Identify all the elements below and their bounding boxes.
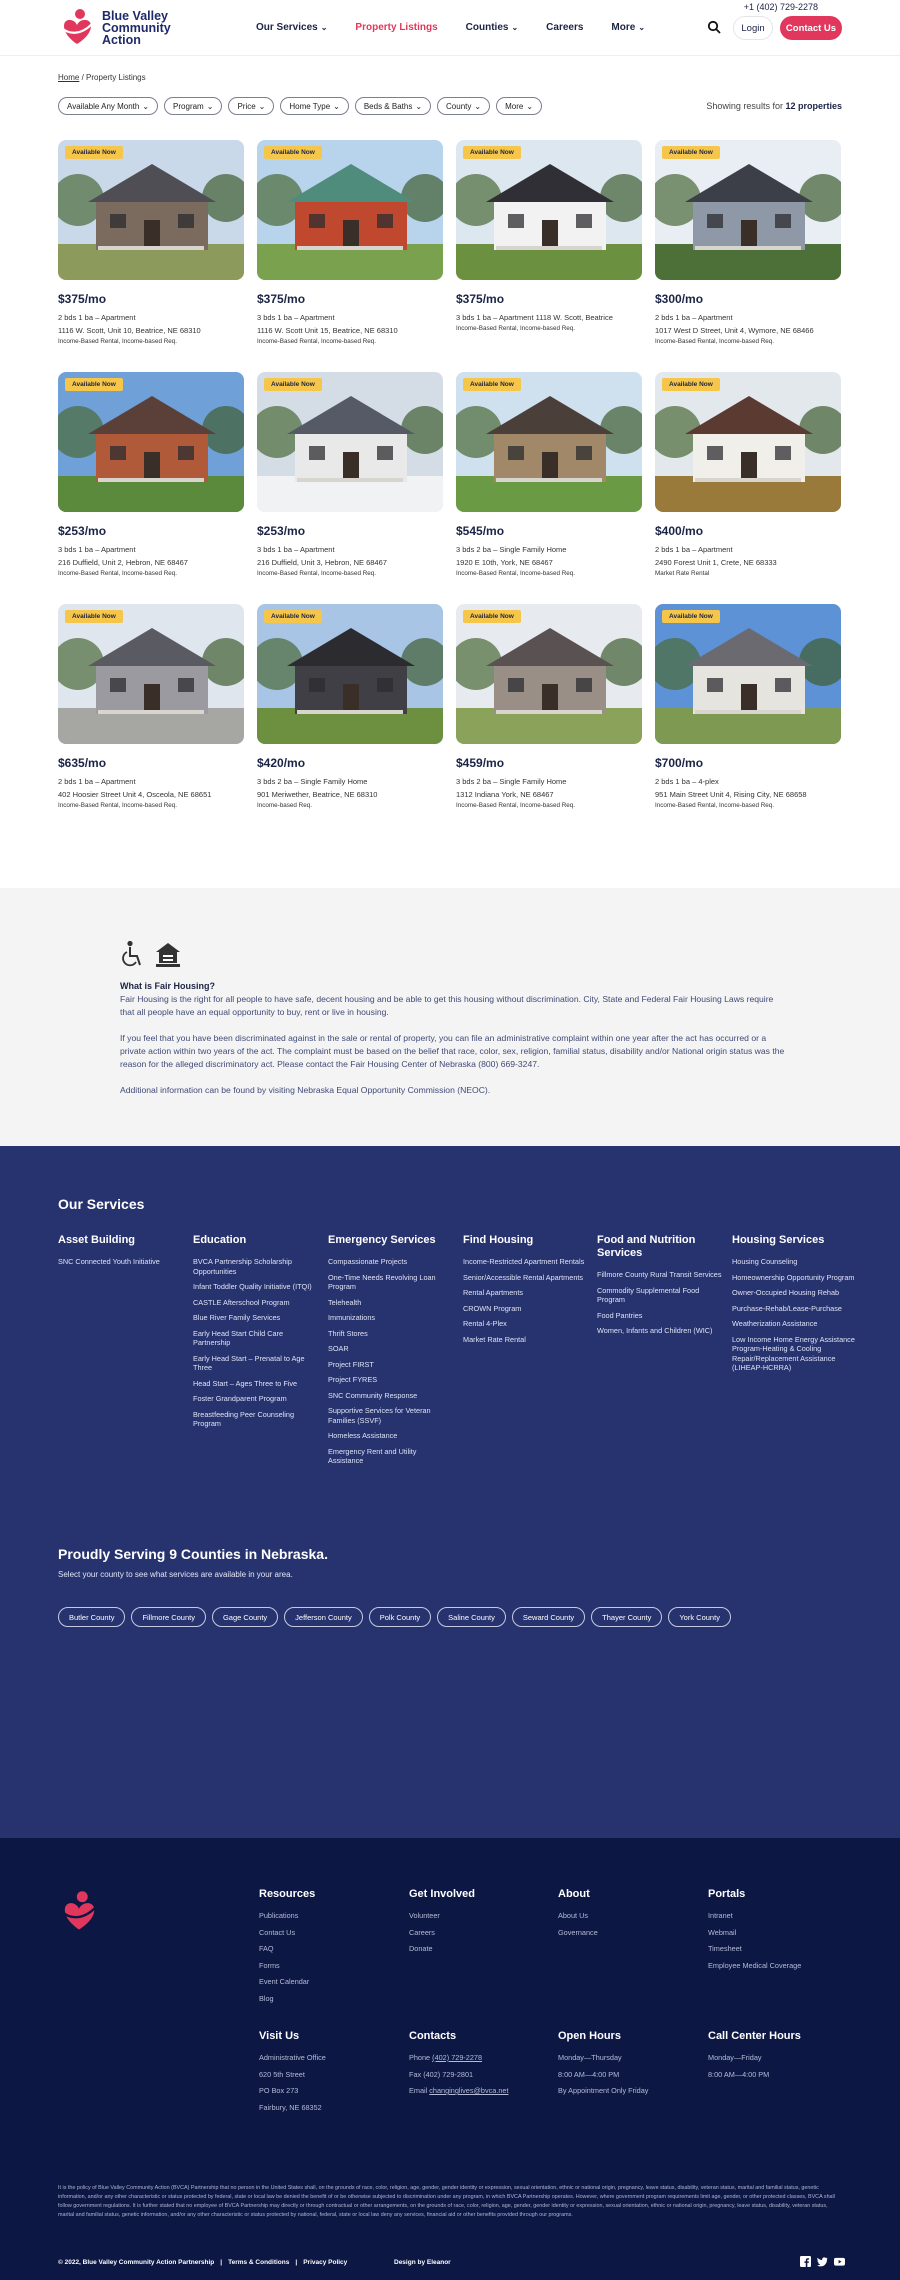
county-button[interactable]: York County [668,1607,731,1627]
property-photo[interactable] [655,604,841,744]
nav-careers[interactable]: Careers [546,22,584,33]
service-link[interactable]: Rental 4-Plex [463,1319,507,1328]
footer-column [259,1888,399,2010]
copyright: © 2022, Blue Valley Community Action Partnership [58,2259,215,2266]
service-link[interactable]: Supportive Services for Veteran Families (SSVF) [328,1406,431,1425]
site-logo[interactable] [58,6,171,50]
footer-column [708,1888,848,1977]
property-photo-house-icon [257,140,443,280]
nav-more[interactable]: More ⌄ [611,22,646,33]
filter-price[interactable]: Price ⌄ [228,97,274,115]
available-now-badge: Available Now [662,610,720,623]
service-link[interactable]: Infant Toddler Quality Initiative (ITQI) [193,1282,312,1291]
property-photo[interactable] [257,604,443,744]
services-section [0,1146,900,1838]
footer-column-title: Portals [708,1888,746,1900]
footer-link[interactable]: Publications [259,1911,299,1920]
property-photo-house-icon [257,604,443,744]
property-program-tags: Income-Based Rental, Income-based Req. [655,802,775,809]
footer-link[interactable]: Donate [409,1944,433,1953]
property-details: 2 bds 1 ba – Apartment [655,313,733,322]
county-button[interactable]: Seward County [512,1607,585,1627]
property-price: $300/mo [655,292,704,306]
property-program-tags: Income-Based Rental, Income-based Req. [58,570,178,577]
service-column [193,1234,318,1435]
services-heading: Our Services [58,1196,145,1212]
nav-our-services[interactable]: Our Services ⌄ [256,22,328,33]
design-credit[interactable]: Design by Eleanor [394,2259,451,2266]
property-address: 402 Hoosier Street Unit 4, Osceola, NE 68651 [58,790,212,799]
property-meta [58,775,244,801]
property-address: 901 Meriwether, Beatrice, NE 68310 [257,790,378,799]
youtube-icon[interactable] [834,2256,845,2267]
chevron-down-icon: ⌄ [142,101,150,111]
property-meta [58,311,244,337]
filter-available-month[interactable]: Available Any Month ⌄ [58,97,158,115]
property-card[interactable] [257,604,443,836]
service-column-title[interactable]: Asset Building [58,1234,136,1246]
property-photo[interactable] [456,372,642,512]
property-meta [456,311,642,324]
county-button[interactable]: Fillmore County [131,1607,206,1627]
property-card[interactable] [58,140,244,372]
service-link[interactable]: Senior/Accessible Rental Apartments [463,1272,584,1282]
site-header [0,0,900,56]
property-details: 2 bds 1 ba – Apartment [58,313,136,322]
service-link[interactable]: Rental Apartments [463,1288,524,1297]
wheelchair-accessibility-icon [120,940,144,970]
available-now-badge: Available Now [264,378,322,391]
footer-email-link[interactable]: changinglives@bvca.net [429,2086,509,2095]
filter-home-type[interactable]: Home Type ⌄ [280,97,348,115]
service-link[interactable]: SNC Community Response [328,1390,418,1400]
property-photo-house-icon [456,140,642,280]
fair-housing-paragraph-2: If you feel that you have been discriminated against in the sale or rental of property, you can file an administrative complaint within one year after the act has occurred or a private action within two years of the act. The complaint must be based on the belief that race, color, sex, religion, familial status, disability and/or National origin status was the reason for the alleged discriminatory act. Please contact the Fair Housing Center of Nebraska (800) 669-3247. [120,1033,785,1069]
property-address: 216 Duffield, Unit 2, Hebron, NE 68467 [58,558,188,567]
property-photo-house-icon [655,604,841,744]
property-price: $253/mo [257,524,306,538]
property-photo-house-icon [655,372,841,512]
service-link[interactable]: Owner-Occupied Housing Rehab [732,1288,840,1297]
county-button[interactable]: Thayer County [591,1607,662,1627]
chevron-down-icon: ⌄ [320,23,328,32]
property-meta [58,543,244,569]
service-column [328,1234,453,1472]
chevron-down-icon: ⌄ [258,101,266,111]
available-now-badge: Available Now [65,610,123,623]
service-link[interactable]: Fillmore County Rural Transit Services [597,1270,722,1279]
property-meta [655,775,841,801]
service-link[interactable]: CROWN Program [463,1303,522,1313]
privacy-link[interactable]: Privacy Policy [303,2259,348,2266]
service-link[interactable]: Head Start – Ages Three to Five [193,1378,298,1388]
search-icon[interactable] [707,20,721,34]
footer-column-title: Get Involved [409,1888,476,1900]
filter-more[interactable]: More ⌄ [496,97,542,115]
breadcrumb-separator: / [81,73,84,82]
property-photo[interactable] [257,140,443,280]
footer-legal-text: It is the policy of Blue Valley Community Action (BVCA) Partnership that no person in the United States shall, on the grounds of race, color, religion, age, gender, gender identity or expression, sexual orientation, ethnic or national origin, pregnancy, leave status, disability, veteran status, marital and familial status, genetic information, and/or any other characteristic or status protected by federal, state or local law be denied the benefit of or be otherwise subjected to discrimination under any program, in which BVCA Partnership operates. However, where government program requirements limit age, gender, or other protected classes, BVCA shall follow government regulations. It is further stated that no employee of BVCA Partnership may directly or through contractual or other arrangements, on the grounds of race, color, religion, age, gender, gender identity or expression, sexual orientation, ethnic or national origin, pregnancy, leave status, disability, veteran status, marital and familial status, genetic information, and/or any other characteristic or status protected by national, federal, state or local law deny any services, financial aid or other benefits provided through our programs. [58,2185,835,2218]
property-program-tags: Income-Based Rental, Income-based Req. [456,325,576,332]
service-link[interactable]: Blue River Family Services [193,1313,281,1322]
property-address: 2490 Forest Unit 1, Crete, NE 68333 [655,558,777,567]
equal-housing-opportunity-icon [154,940,182,968]
available-now-badge: Available Now [662,146,720,159]
footer-visit-us: Visit Us Administrative Office 620 5th Street PO Box 273 Fairbury, NE 68352 [259,2030,326,2112]
footer-logo-icon[interactable] [58,1888,100,1936]
property-card[interactable] [456,140,642,372]
contact-us-button[interactable]: Contact Us [780,16,842,40]
service-link[interactable]: One-Time Needs Revolving Loan Program [328,1272,436,1291]
fair-housing-section [0,888,900,1146]
property-meta [456,775,642,801]
property-price: $375/mo [456,292,505,306]
service-link[interactable]: SOAR [328,1344,349,1353]
available-now-badge: Available Now [662,378,720,391]
property-price: $420/mo [257,756,306,770]
service-link[interactable]: Purchase-Rehab/Lease-Purchase [732,1303,842,1313]
property-address: 1017 West D Street, Unit 4, Wymore, NE 68466 [655,326,814,335]
footer-link[interactable]: Employee Medical Coverage [708,1960,802,1970]
service-link[interactable]: Commodity Supplemental Food Program [597,1285,700,1304]
property-card[interactable] [655,372,841,604]
property-details: 3 bds 1 ba – Apartment [257,545,335,554]
footer-link[interactable]: Volunteer [409,1911,440,1920]
property-price: $545/mo [456,524,505,538]
property-meta [655,543,841,569]
filter-beds-baths[interactable]: Beds & Baths ⌄ [355,97,431,115]
service-column-title[interactable]: Food and Nutrition Services [597,1234,696,1259]
nav-counties[interactable]: Counties ⌄ [465,22,519,33]
service-link[interactable]: Emergency Rent and Utility Assistance [328,1446,417,1465]
property-photo-house-icon [456,372,642,512]
property-card[interactable] [655,140,841,372]
fair-housing-title: What is Fair Housing? [120,981,216,991]
filter-program[interactable]: Program ⌄ [164,97,222,115]
property-program-tags: Income-Based Rental, Income-based Req. [257,570,377,577]
footer-phone-link[interactable]: (402) 729-2278 [432,2053,483,2062]
property-photo[interactable] [655,372,841,512]
login-button[interactable]: Login [733,16,773,40]
property-card[interactable] [58,372,244,604]
service-link[interactable]: Food Pantries [597,1310,643,1320]
property-program-tags: Income-Based Rental, Income-based Req. [456,802,576,809]
chevron-down-icon: ⌄ [638,23,646,32]
property-photo[interactable] [58,140,244,280]
footer-link[interactable]: Event Calendar [259,1977,310,1986]
service-link[interactable]: Low Income Home Energy Assistance Program-Heating & Cooling Repair/Replacement Assistance (LIHEAP-HCRRA) [732,1334,855,1372]
filter-bar [58,97,542,115]
footer-bottom-links: © 2022, Blue Valley Community Action Partnership | Terms & Conditions | Privacy Policy [58,2259,348,2266]
property-details: 3 bds 1 ba – Apartment [257,313,335,322]
property-photo[interactable] [655,140,841,280]
service-link[interactable]: Compassionate Projects [328,1257,408,1266]
service-link[interactable]: CASTLE Afterschool Program [193,1297,290,1307]
facebook-icon[interactable] [800,2256,811,2267]
serving-counties-title: Proudly Serving 9 Counties in Nebraska. [58,1546,328,1562]
site-footer [0,1838,900,2280]
service-column-title[interactable]: Housing Services [732,1234,825,1246]
property-meta [655,311,841,337]
breadcrumb-current: Property Listings [86,73,146,82]
county-button[interactable]: Jefferson County [284,1607,363,1627]
service-link[interactable]: Telehealth [328,1297,362,1307]
county-button[interactable]: Saline County [437,1607,506,1627]
service-link[interactable]: Thrift Stores [328,1328,368,1338]
footer-link[interactable]: Webmail [708,1927,737,1937]
property-details: 3 bds 1 ba – Apartment [58,545,136,554]
service-link[interactable]: Foster Grandparent Program [193,1394,287,1403]
available-now-badge: Available Now [463,146,521,159]
footer-contacts: Contacts Phone (402) 729-2278 Fax (402) 729-2801 Email changinglives@bvca.net [409,2030,509,2095]
footer-open-hours: Open Hours Monday—Thursday 8:00 AM—4:00 PM By Appointment Only Friday [558,2030,649,2095]
service-link[interactable]: Breastfeeding Peer Counseling Program [193,1409,295,1428]
property-photo[interactable] [257,372,443,512]
chevron-down-icon: ⌄ [333,101,340,111]
footer-link[interactable]: Blog [259,1993,274,2003]
property-price: $375/mo [257,292,306,306]
available-now-badge: Available Now [65,146,123,159]
property-program-tags: Income-based Req. [257,802,312,809]
property-meta [456,543,642,569]
service-column-title[interactable]: Education [193,1234,247,1246]
property-details: 2 bds 1 ba – Apartment [655,545,733,554]
property-card[interactable] [456,604,642,836]
property-address: 951 Main Street Unit 4, Rising City, NE 68658 [655,790,807,799]
available-now-badge: Available Now [463,610,521,623]
twitter-icon[interactable] [817,2256,828,2267]
footer-link[interactable]: Timesheet [708,1944,742,1953]
service-link[interactable]: Homeownership Opportunity Program [732,1272,855,1282]
property-photo-house-icon [655,140,841,280]
service-link[interactable]: Homeless Assistance [328,1431,398,1440]
property-details: 3 bds 2 ba – Single Family Home [456,545,567,554]
available-now-badge: Available Now [65,378,123,391]
service-link[interactable]: BVCA Partnership Scholarship Opportunities [193,1257,292,1276]
heart-hand-logo-icon [58,6,96,50]
service-column [463,1234,588,1350]
service-link[interactable]: SNC Connected Youth Initiative [58,1257,160,1266]
property-address: 216 Duffield, Unit 3, Hebron, NE 68467 [257,558,387,567]
property-details: 3 bds 1 ba – Apartment 1118 W. Scott, Beatrice [456,313,613,322]
property-program-tags: Income-Based Rental, Income-based Req. [655,338,775,345]
service-link[interactable]: Market Rate Rental [463,1334,526,1344]
service-link[interactable]: Early Head Start Child Care Partnership [193,1328,284,1347]
property-details: 3 bds 2 ba – Single Family Home [257,777,368,786]
property-program-tags: Income-Based Rental, Income-based Req. [58,802,178,809]
service-column-title[interactable]: Emergency Services [328,1234,436,1246]
property-price: $700/mo [655,756,704,770]
social-links [800,2256,845,2267]
property-card[interactable] [655,604,841,836]
chevron-down-icon: ⌄ [511,23,519,32]
property-photo-house-icon [58,372,244,512]
property-address: 1116 W. Scott, Unit 10, Beatrice, NE 68310 [58,326,201,335]
property-address: 1920 E 10th, York, NE 68467 [456,558,553,567]
header-phone[interactable]: +1 (402) 729-2278 [743,2,818,12]
footer-call-center-hours: Call Center Hours Monday—Friday 8:00 AM—4:00 PM [708,2030,801,2079]
footer-link[interactable]: Contact Us [259,1927,296,1937]
logo-text: Blue Valley Community Action [102,9,171,47]
footer-link[interactable]: Governance [558,1927,598,1937]
property-photo[interactable] [58,372,244,512]
results-count: Showing results for 12 properties [706,101,842,111]
property-details: 2 bds 1 ba – Apartment [58,777,136,786]
service-link[interactable]: Housing Counseling [732,1257,798,1266]
property-price: $400/mo [655,524,704,538]
available-now-badge: Available Now [264,610,322,623]
property-photo[interactable] [58,604,244,744]
filter-county[interactable]: County ⌄ [437,97,490,115]
serving-counties-subtitle: Select your county to see what services are available in your area. [58,1570,293,1579]
service-column [732,1234,857,1379]
county-buttons [58,1607,731,1627]
property-photo-house-icon [58,604,244,744]
property-price: $375/mo [58,292,107,306]
property-address: 1116 W. Scott Unit 15, Beatrice, NE 68310 [257,326,398,335]
property-program-tags: Income-Based Rental, Income-based Req. [58,338,178,345]
property-program-tags: Income-Based Rental, Income-based Req. [456,570,576,577]
service-link[interactable]: Weatherization Assistance [732,1319,818,1328]
service-column [597,1234,722,1342]
service-column [58,1234,183,1273]
breadcrumb [58,73,146,82]
property-photo-house-icon [456,604,642,744]
fair-housing-paragraph-3: Additional information can be found by visiting Nebraska Equal Opportunity Commission (NEOC). [120,1085,491,1095]
service-link[interactable]: Project FYRES [328,1375,378,1384]
property-card[interactable] [456,372,642,604]
property-price: $635/mo [58,756,107,770]
service-link[interactable]: Early Head Start – Prenatal to Age Three [193,1353,305,1372]
listings-grid [58,140,842,836]
footer-column-title: Resources [259,1888,316,1900]
service-link[interactable]: Women, Infants and Children (WIC) [597,1326,713,1335]
property-program-tags: Income-Based Rental, Income-based Req. [257,338,377,345]
property-meta [257,775,443,801]
property-photo[interactable] [456,604,642,744]
county-button[interactable]: Butler County [58,1607,125,1627]
property-card[interactable] [257,372,443,604]
main-nav [256,22,673,33]
property-card[interactable] [257,140,443,372]
footer-column-title: About [558,1888,590,1900]
footer-link[interactable]: About Us [558,1911,589,1920]
available-now-badge: Available Now [463,378,521,391]
property-program-tags: Market Rate Rental [655,570,710,577]
terms-link[interactable]: Terms & Conditions [228,2259,290,2266]
breadcrumb-home-link[interactable]: Home [58,73,80,82]
property-price: $459/mo [456,756,505,770]
footer-link[interactable]: Careers [409,1927,435,1937]
service-link[interactable]: Project FIRST [328,1359,374,1369]
county-button[interactable]: Polk County [369,1607,431,1627]
footer-link[interactable]: Intranet [708,1911,733,1920]
fair-housing-icons [120,940,182,970]
property-photo[interactable] [456,140,642,280]
nav-property-listings[interactable]: Property Listings [355,22,438,33]
chevron-down-icon: ⌄ [474,101,482,111]
chevron-down-icon: ⌄ [526,101,534,111]
property-photo-house-icon [257,372,443,512]
property-details: 2 bds 1 ba – 4-plex [655,777,719,786]
property-meta [257,543,443,569]
footer-column [558,1888,698,1944]
property-card[interactable] [58,604,244,836]
chevron-down-icon: ⌄ [206,101,214,111]
property-meta [257,311,443,337]
available-now-badge: Available Now [264,146,322,159]
service-link[interactable]: Income-Restricted Apartment Rentals [463,1257,585,1266]
chevron-down-icon: ⌄ [415,101,423,111]
service-column-title[interactable]: Find Housing [463,1234,534,1246]
fair-housing-paragraph-1: Fair Housing is the right for all people to have safe, decent housing and be able to get this housing without discrimination. City, State and Federal Fair Housing Laws require that all people have an equal opportunity to buy, rent or live in housing. [120,994,774,1017]
footer-link[interactable]: FAQ [259,1944,274,1953]
county-button[interactable]: Gage County [212,1607,278,1627]
footer-link[interactable]: Forms [259,1960,280,1970]
property-photo-house-icon [58,140,244,280]
property-details: 3 bds 2 ba – Single Family Home [456,777,567,786]
service-link[interactable]: Immunizations [328,1313,376,1322]
property-price: $253/mo [58,524,107,538]
property-address: 1312 Indiana York, NE 68467 [456,790,554,799]
footer-column [409,1888,549,1961]
